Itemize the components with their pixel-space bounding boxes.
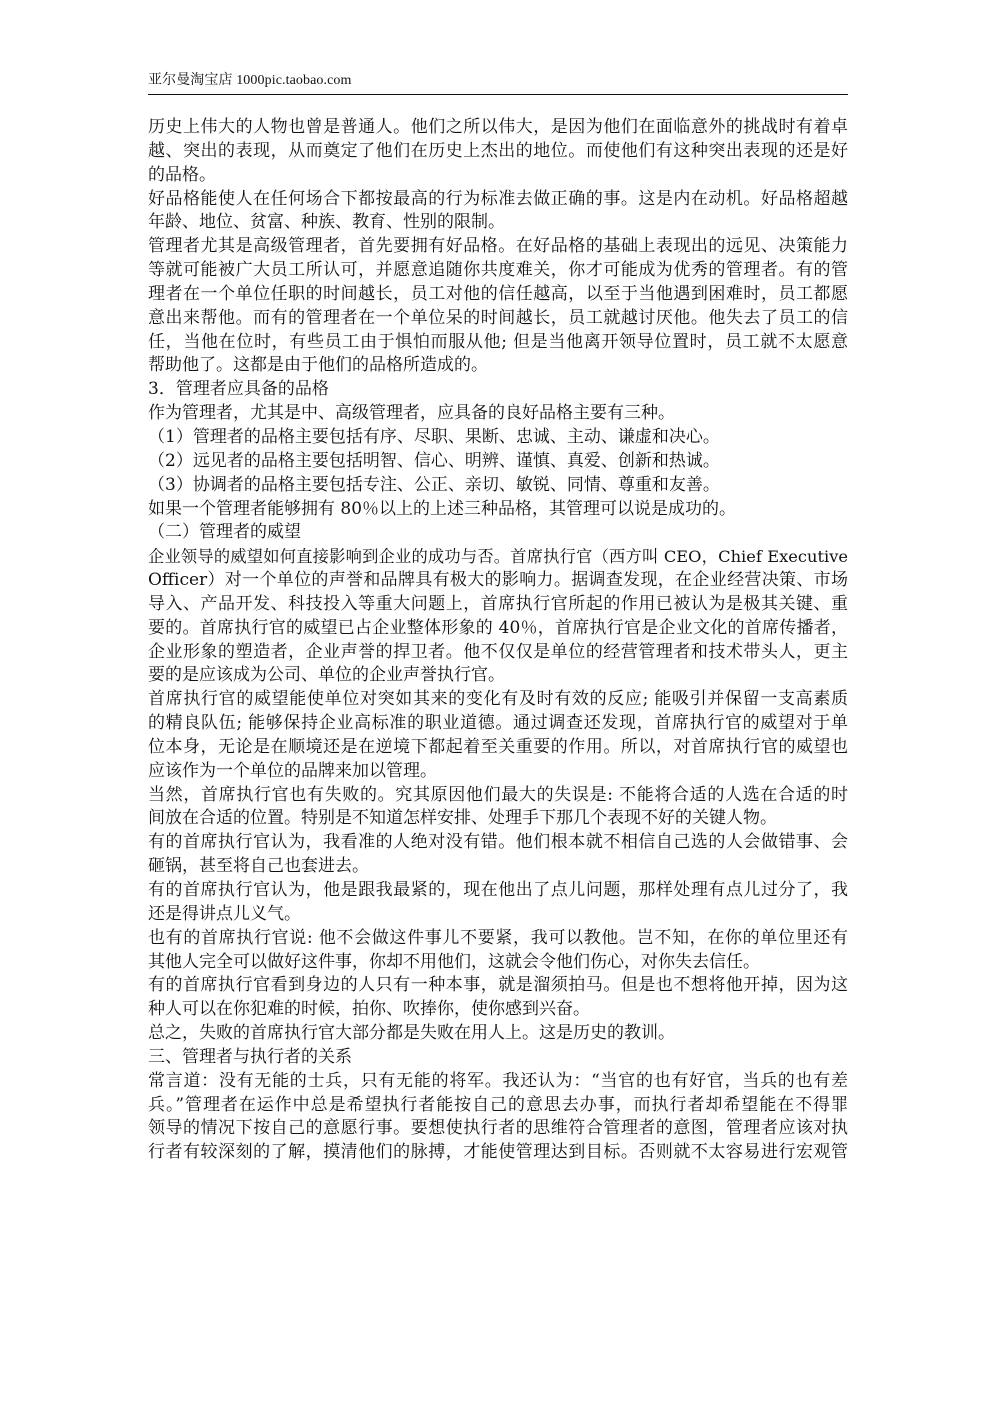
text-line: 好品格能使人在任何场合下都按最高的行为标准去做正确的事。这是内在动机。好品格超越 — [148, 188, 848, 209]
text-line: 有的首席执行官认为，我看准的人绝对没有错。他们根本就不相信自己选的人会做错事、会 — [148, 832, 848, 853]
text-line: 当然，首席执行官也有失败的。究其原因他们最大的失误是: 不能将合适的人选在合适的时 — [148, 784, 848, 805]
text-line: （2）远见者的品格主要包括明智、信心、明辨、谨慎、真爱、创新和热诚。 — [148, 450, 720, 471]
text-line: 位本身，无论是在顺境还是在逆境下都起着至关重要的作用。所以，对首席执行官的威望也 — [148, 736, 848, 757]
page-header — [148, 70, 848, 95]
text-line: 意出来帮他。而有的管理者在一个单位呆的时间越长，员工就越讨厌他。他失去了员工的信 — [148, 307, 848, 328]
text-line: 3．管理者应具备的品格 — [148, 379, 329, 400]
text-line: 间放在合适的位置。特别是不知道怎样安排、处理手下那几个表现不好的关键人物。 — [148, 808, 777, 829]
text-line: 也有的首席执行官说: 他不会做这件事儿不要紧，我可以教他。岂不知，在你的单位里还有 — [148, 927, 848, 948]
text-line: 种人可以在你犯难的时候，拍你、吹捧你，使你感到兴奋。 — [148, 999, 590, 1020]
text-line: 兵。”管理者在运作中总是希望执行者能按自己的意思去办事，而执行者却希望能在不得罪 — [148, 1094, 848, 1115]
text-line: （二）管理者的威望 — [148, 522, 301, 543]
text-line: 的精良队伍; 能够保持企业高标准的职业道德。通过调查还发现，首席执行官的威望对于单 — [148, 713, 848, 734]
text-line: 作为管理者，尤其是中、高级管理者，应具备的良好品格主要有三种。 — [148, 403, 675, 424]
text-line: 要的是应该成为公司、单位的企业声誉执行官。 — [148, 665, 505, 686]
text-line: Officer）对一个单位的声誉和品牌具有极大的影响力。据调查发现，在企业经营决策、市场 — [148, 570, 848, 591]
document-body — [148, 116, 848, 1165]
text-line: 其他人完全可以做好这件事，你却不用他们，这就会令他们伤心，对你失去信任。 — [148, 951, 760, 972]
text-line: 首席执行官的威望能使单位对突如其来的变化有及时有效的反应; 能吸引并保留一支高素质 — [148, 689, 848, 710]
text-line: 总之，失败的首席执行官大部分都是失败在用人上。这是历史的教训。 — [148, 1023, 675, 1044]
text-line: 越、突出的表现，从而奠定了他们在历史上杰出的地位。而使他们有这种突出表现的还是好 — [148, 140, 848, 161]
text-line: 任，当他在位时，有些员工由于惧怕而服从他; 但是当他离开领导位置时，员工就不太愿意 — [148, 331, 848, 352]
text-line: 管理者尤其是高级管理者，首先要拥有好品格。在好品格的基础上表现出的远见、决策能力 — [148, 236, 848, 257]
text-line: 行者有较深刻的了解，摸清他们的脉搏，才能使管理达到目标。否则就不太容易进行宏观管 — [148, 1142, 848, 1163]
text-line: 还是得讲点儿义气。 — [148, 903, 301, 924]
text-line: 领导的情况下按自己的意愿行事。要想使执行者的思维符合管理者的意图，管理者应该对执 — [148, 1118, 848, 1139]
text-line: （1）管理者的品格主要包括有序、尽职、果断、忠诚、主动、谦虚和决心。 — [148, 426, 720, 447]
text-line: 历史上伟大的人物也曾是普通人。他们之所以伟大，是因为他们在面临意外的挑战时有着卓 — [148, 117, 848, 137]
text-line: 有的首席执行官认为，他是跟我最紧的，现在他出了点儿问题，那样处理有点儿过分了，我 — [148, 880, 848, 900]
text-line: 应该作为一个单位的品牌来加以管理。 — [148, 760, 437, 781]
text-line: 导入、产品开发、科技投入等重大问题上，首席执行官所起的作用已被认为是极其关键、重 — [148, 593, 848, 614]
text-line: 企业形象的塑造者，企业声誉的捍卫者。他不仅仅是单位的经营管理者和技术带头人，更主 — [148, 641, 848, 662]
header-text: 亚尔曼淘宝店 1000pic.taobao.com — [148, 73, 352, 88]
text-line: 有的首席执行官看到身边的人只有一种本事，就是溜须拍马。但是也不想将他开掉，因为这 — [148, 975, 848, 996]
text-line: 年龄、地位、贫富、种族、教育、性别的限制。 — [148, 212, 505, 233]
text-line: 帮助他了。这都是由于他们的品格所造成的。 — [148, 355, 488, 376]
text-line: 企业领导的威望如何直接影响到企业的成功与否。首席执行官（西方叫 CEO，Chief Executive — [148, 547, 848, 567]
text-line: 的品格。 — [148, 164, 216, 185]
text-line: 如果一个管理者能够拥有 80％以上的上述三种品格，其管理可以说是成功的。 — [148, 498, 737, 519]
text-line: 要的。首席执行官的威望已占企业整体形象的 40％，首席执行官是企业文化的首席传播者， — [148, 617, 848, 638]
text-line: 砸锅，甚至将自己也套进去。 — [148, 856, 369, 877]
text-line: 等就可能被广大员工所认可，并愿意追随你共度难关，你才可能成为优秀的管理者。有的管 — [148, 260, 848, 281]
text-line: 理者在一个单位任职的时间越长，员工对他的信任越高，以至于当他遇到困难时，员工都愿 — [148, 283, 848, 304]
text-line: （3）协调者的品格主要包括专注、公正、亲切、敏锐、同情、尊重和友善。 — [148, 474, 720, 495]
text-line: 三、管理者与执行者的关系 — [148, 1046, 352, 1067]
text-line: 常言道：没有无能的士兵，只有无能的将军。我还认为：“当官的也有好官，当兵的也有差 — [148, 1070, 848, 1091]
